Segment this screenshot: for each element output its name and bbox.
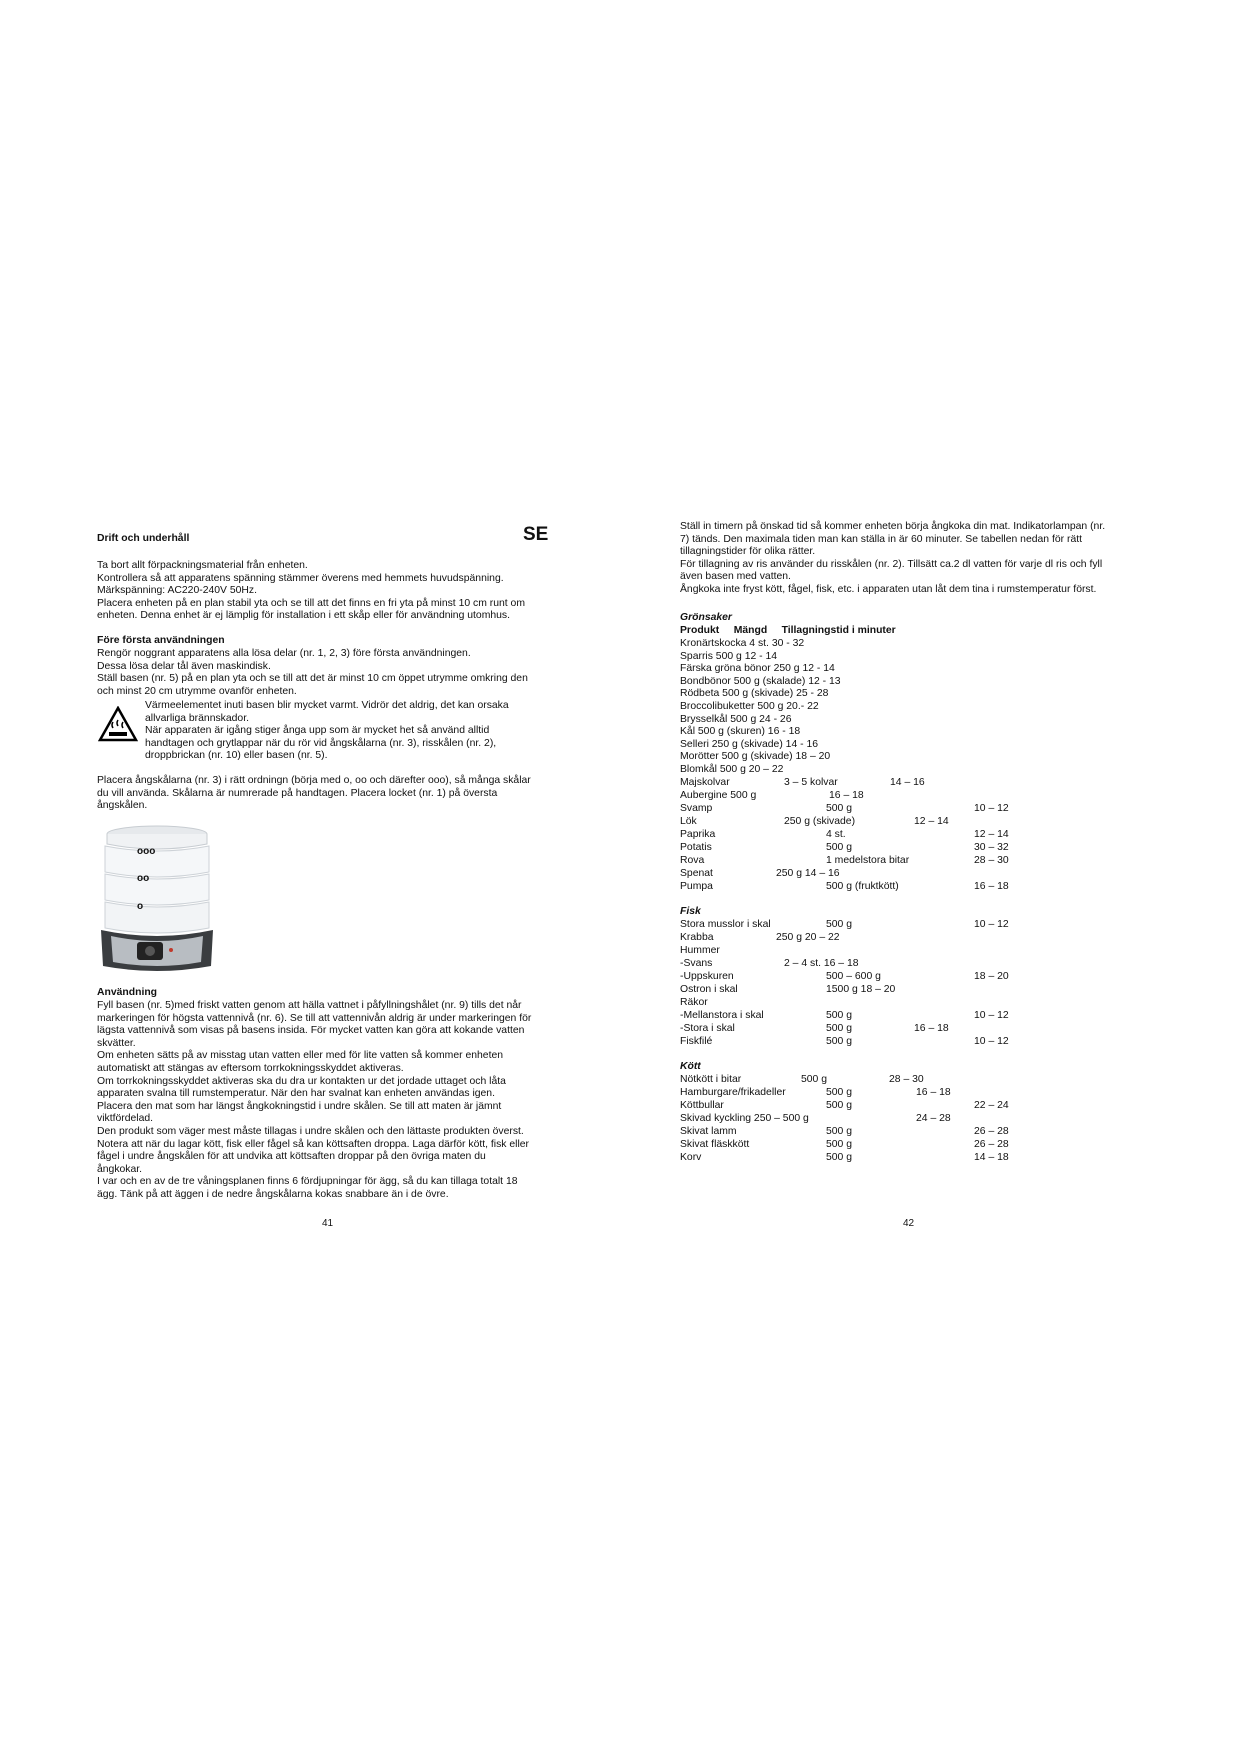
- text-line: skvätter.: [97, 1037, 136, 1049]
- time-cell: 14 – 16: [890, 777, 925, 788]
- text-line: För tillagning av ris använder du risskålen (nr. 2). Tillsätt ca.2 dl vatten för varje dl ris och fyll: [680, 558, 1103, 570]
- product-cell: Pumpa: [680, 881, 713, 892]
- amount-cell: 1500 g 18 – 20: [826, 984, 896, 995]
- table-column-headers: Produkt Mängd Tillagningstid i minuter: [680, 625, 896, 636]
- text-line: ångkokar.: [97, 1163, 143, 1175]
- time-cell: 10 – 12: [974, 803, 1009, 814]
- product-cell: Skivat fläskkött: [680, 1139, 750, 1150]
- vegetables-list: [680, 638, 841, 777]
- amount-cell: 500 g: [801, 1074, 828, 1085]
- product-cell: Majskolvar: [680, 777, 730, 788]
- amount-cell: 250 g 20 – 22: [776, 932, 840, 943]
- product-cell: -Stora i skal: [680, 1023, 735, 1034]
- table-row: Morötter 500 g (skivade) 18 – 20: [680, 751, 831, 763]
- text-line: Om torrkokningsskyddet aktiveras ska du dra ur kontakten ur det jordade uttaget och låta: [97, 1075, 506, 1087]
- usage-heading: Användning: [97, 987, 158, 998]
- amount-cell: 3 – 5 kolvar: [784, 777, 838, 788]
- amount-cell: 4 st.: [826, 829, 846, 840]
- timer-paragraph: [680, 521, 1105, 597]
- text-line: Placera ångskålarna (nr. 3) i rätt ordningn (börja med o, oo och därefter ooo), så många skålar: [97, 775, 531, 786]
- usage-paragraph: [97, 1000, 531, 1202]
- language-code: SE: [523, 524, 549, 545]
- time-cell: 12 – 14: [914, 816, 949, 827]
- product-cell: Ostron i skal: [680, 984, 738, 995]
- amount-cell: 500 g: [826, 1010, 853, 1021]
- text-line: handtagen och grytlappar när du rör vid ångskålarna (nr. 3), risskålen (nr. 2),: [145, 737, 497, 749]
- time-cell: 18 – 20: [974, 971, 1009, 982]
- tier-label: oo: [137, 873, 150, 884]
- text-line: viktfördelad.: [97, 1113, 154, 1125]
- text-line: Rengör noggrant apparatens alla lösa delar (nr. 1, 2, 3) före första användningen.: [97, 648, 471, 659]
- table-row: Broccolibuketter 500 g 20.- 22: [680, 700, 819, 712]
- text-line: du vill använda. Skålarna är numrerade på handtagen. Placera locket (nr. 1) på översta: [97, 787, 498, 799]
- product-cell: Nötkött i bitar: [680, 1074, 742, 1085]
- time-cell: 12 – 14: [974, 829, 1009, 840]
- time-cell: 16 – 18: [916, 1087, 951, 1098]
- amount-cell: 500 g: [826, 1036, 853, 1047]
- product-cell: Aubergine 500 g: [680, 790, 757, 801]
- amount-cell: 500 g: [826, 1152, 853, 1163]
- amount-cell: 500 g: [826, 803, 853, 814]
- amount-cell: 500 g: [826, 1023, 853, 1034]
- first-use-paragraph: [97, 648, 528, 698]
- product-cell: -Svans: [680, 958, 713, 969]
- time-cell: 16 – 18: [829, 790, 864, 801]
- text-line: automatiskt att stängas av eftersom torrkokningsskyddet aktiveras.: [97, 1062, 404, 1074]
- product-cell: Skivad kyckling 250 – 500 g: [680, 1113, 809, 1124]
- table-row: Rödbeta 500 g (skivade) 25 - 28: [680, 688, 829, 700]
- amount-cell: 500 g: [826, 919, 853, 930]
- product-cell: Potatis: [680, 842, 712, 853]
- amount-cell: 500 g: [826, 1087, 853, 1098]
- time-cell: 26 – 28: [974, 1139, 1009, 1150]
- text-line: Kontrollera så att apparatens spänning stämmer överens med hemmets huvudspänning.: [97, 572, 504, 584]
- time-cell: 10 – 12: [974, 1036, 1009, 1047]
- text-line: även basen med vatten.: [680, 571, 791, 583]
- amount-cell: 500 – 600 g: [826, 971, 881, 982]
- text-line: ångskålen.: [97, 800, 148, 812]
- table-row: Selleri 250 g (skivade) 14 - 16: [680, 738, 819, 750]
- table-row: Sparris 500 g 12 - 14: [680, 650, 778, 662]
- table-row: Kål 500 g (skuren) 16 - 18: [680, 726, 801, 738]
- text-line: Fyll basen (nr. 5)med friskt vatten genom att hälla vattnet i påfyllningshålet (nr. 9) tills det når: [97, 1000, 522, 1011]
- text-line: fågel i undre ångskålen för att undvika att köttsaften droppar på den övriga maten du: [97, 1151, 486, 1163]
- text-line: Ta bort allt förpackningsmaterial från enheten.: [97, 560, 308, 571]
- placement-paragraph: [97, 775, 531, 813]
- amount-cell: 1 medelstora bitar: [826, 855, 910, 866]
- time-cell: 24 – 28: [916, 1113, 951, 1124]
- page-number: 41: [322, 1218, 334, 1229]
- text-line: Den produkt som väger mest måste tillagas i undre skålen och den lättaste produkten överst.: [97, 1125, 524, 1137]
- time-cell: 10 – 12: [974, 919, 1009, 930]
- time-cell: 16 – 18: [974, 881, 1009, 892]
- amount-cell: 250 g (skivade): [784, 816, 856, 827]
- time-cell: 28 – 30: [889, 1074, 924, 1085]
- table-row: Blomkål 500 g 20 – 22: [680, 763, 784, 775]
- product-cell: -Uppskuren: [680, 971, 734, 982]
- time-cell: 30 – 32: [974, 842, 1009, 853]
- time-cell: 28 – 30: [974, 855, 1009, 866]
- steamer-product-image: [97, 820, 227, 980]
- product-cell: Krabba: [680, 932, 714, 943]
- time-cell: 22 – 24: [974, 1100, 1009, 1111]
- text-line: Dessa lösa delar tål även maskindisk.: [97, 660, 271, 672]
- text-line: När apparaten är igång stiger ånga upp som är mycket het så använd alltid: [145, 725, 490, 737]
- product-cell: Hamburgare/frikadeller: [680, 1087, 786, 1098]
- time-cell: 26 – 28: [974, 1126, 1009, 1137]
- table-row: Brysselkål 500 g 24 - 26: [680, 713, 792, 725]
- text-line: tillagningstider för olika rätter.: [680, 546, 816, 558]
- text-line: Placera den mat som har längst ångkokningstid i undre skålen. Se till att maten är jämnt: [97, 1100, 502, 1112]
- time-cell: 14 – 18: [974, 1152, 1009, 1163]
- product-cell: Stora musslor i skal: [680, 919, 771, 930]
- table-row: Bondbönor 500 g (skalade) 12 - 13: [680, 675, 841, 687]
- time-cell: 10 – 12: [974, 1010, 1009, 1021]
- text-line: I var och en av de tre våningsplanen finns 6 fördjupningar för ägg, så du kan tillaga totalt 18: [97, 1176, 518, 1188]
- product-cell: Lök: [680, 816, 697, 827]
- amount-cell: 500 g: [826, 1126, 853, 1137]
- product-cell: Hummer: [680, 945, 720, 956]
- table-row: Färska gröna bönor 250 g 12 - 14: [680, 663, 835, 675]
- text-line: ägg. Tänk på att äggen i de nedre ångskålarna kokas snabbare än i de övre.: [97, 1188, 449, 1200]
- product-cell: -Mellanstora i skal: [680, 1010, 764, 1021]
- text-line: markeringen för högsta vattennivå (nr. 6). Se till att vattennivån aldrig är under markeringen för: [97, 1012, 532, 1024]
- product-cell: Rova: [680, 855, 705, 866]
- product-cell: Paprika: [680, 829, 716, 840]
- text-line: Ställ in timern på önskad tid så kommer enheten börja ångkoka din mat. Indikatorlampan (nr.: [680, 521, 1106, 532]
- time-cell: 16 – 18: [914, 1023, 949, 1034]
- text-line: 7) tänds. Den maximala tiden man kan ställa in är 60 minuter. Se tabellen nedan för rätt: [680, 533, 1082, 545]
- product-cell: Skivat lamm: [680, 1126, 737, 1137]
- amount-cell: 500 g (fruktkött): [826, 881, 899, 892]
- amount-cell: 250 g 14 – 16: [776, 868, 840, 879]
- product-cell: Spenat: [680, 868, 713, 879]
- text-line: Ångkoka inte fryst kött, fågel, fisk, etc. i apparaten utan låt dem tina i rumstemperatur först.: [680, 583, 1097, 595]
- table-row: Kronärtskocka 4 st. 30 - 32: [680, 638, 805, 649]
- hot-surface-warning-icon: [98, 706, 138, 742]
- text-line: lägsta vattennivå som visas på basens insida. För mycket vatten kan göra att kokande vatten: [97, 1025, 525, 1037]
- product-cell: Köttbullar: [680, 1100, 724, 1111]
- amount-cell: 500 g: [826, 1100, 853, 1111]
- first-use-heading: Före första användningen: [97, 635, 225, 646]
- product-cell: Svamp: [680, 803, 713, 814]
- page-number: 42: [903, 1218, 915, 1229]
- amount-cell: 500 g: [826, 1139, 853, 1150]
- product-cell: Korv: [680, 1152, 702, 1163]
- section-heading: Drift och underhåll: [97, 533, 190, 544]
- text-line: och minst 20 cm utrymme ovanför enheten.: [97, 685, 297, 697]
- tier-label: ooo: [137, 846, 156, 857]
- warning-paragraph: [145, 700, 509, 763]
- meat-heading: Kött: [680, 1061, 701, 1072]
- text-line: Om enheten sätts på av misstag utan vatten eller med för lite vatten så kommer enheten: [97, 1050, 504, 1062]
- product-cell: Fiskfilé: [680, 1036, 713, 1047]
- text-line: Märkspänning: AC220-240V 50Hz.: [97, 585, 257, 597]
- fish-heading: Fisk: [680, 906, 701, 917]
- intro-paragraph: [97, 560, 525, 623]
- text-line: enheten. Denna enhet är ej lämplig för installation i ett skåp eller för användning utomhus.: [97, 610, 510, 622]
- text-line: Ställ basen (nr. 5) på en plan yta och se till att det är minst 10 cm öppet utrymme omkring den: [97, 673, 528, 685]
- text-line: Värmeelementet inuti basen blir mycket varmt. Vidrör det aldrig, det kan orsaka: [145, 700, 509, 711]
- text-line: allvarliga brännskador.: [145, 712, 249, 724]
- amount-cell: 500 g: [826, 842, 853, 853]
- text-line: apparaten svalna till rumstemperatur. När den har svalnat kan enheten användas igen.: [97, 1088, 495, 1100]
- amount-cell: 2 – 4 st. 16 – 18: [784, 958, 859, 969]
- product-cell: Räkor: [680, 997, 708, 1008]
- text-line: Placera enheten på en plan stabil yta och se till att det finns en fri yta på minst 10 cm runt om: [97, 597, 525, 609]
- tier-label: o: [137, 901, 144, 912]
- text-line: Notera att när du lagar kött, fisk eller fågel så kan köttsaften droppa. Laga därför kött, fisk eller: [97, 1138, 530, 1150]
- text-line: droppbrickan (nr. 10) eller basen (nr. 5).: [145, 750, 328, 762]
- vegetables-heading: Grönsaker: [680, 612, 732, 623]
